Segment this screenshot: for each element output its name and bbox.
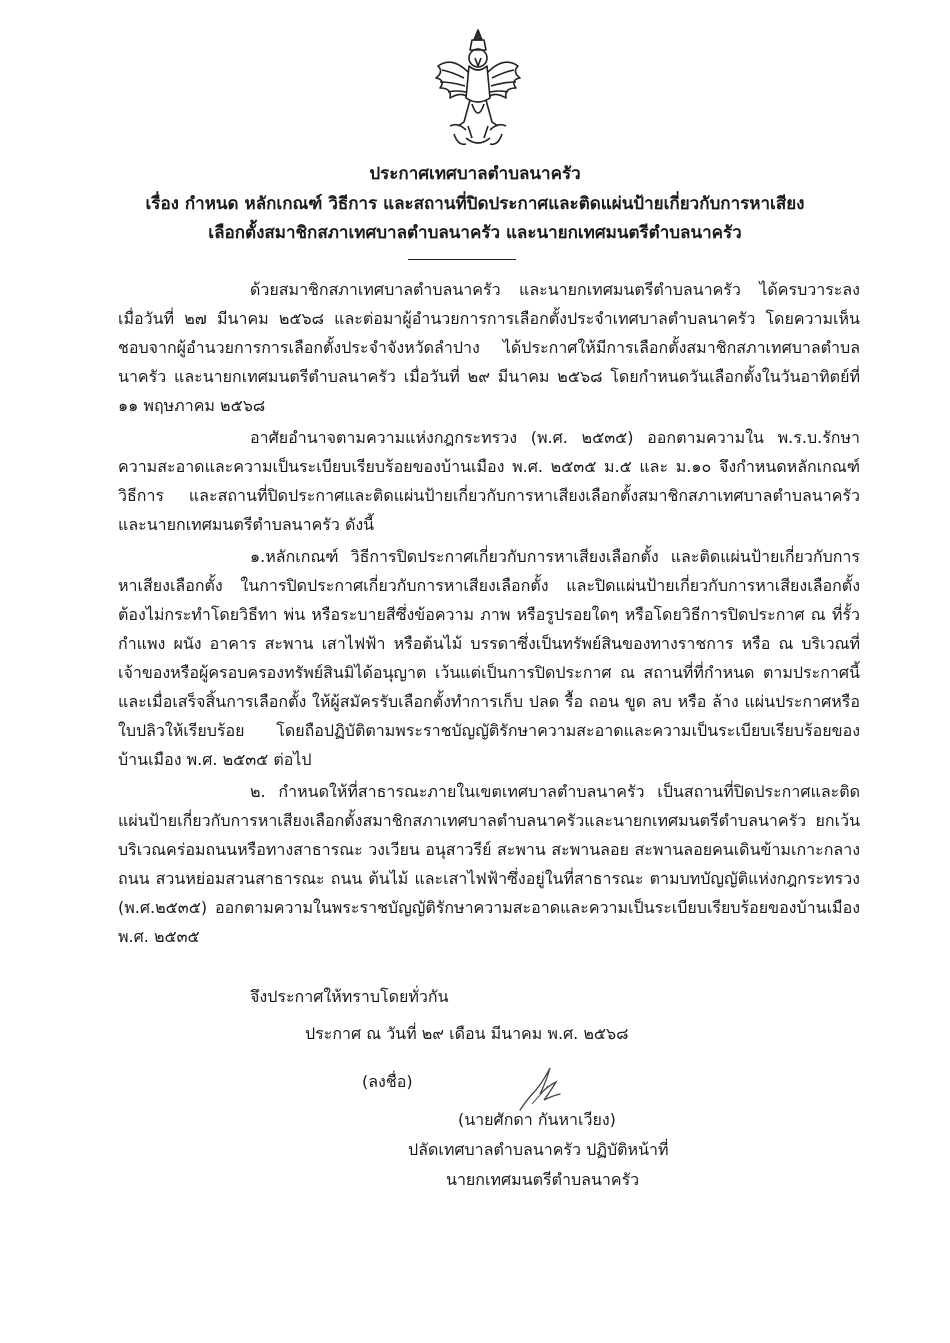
signatory-position: ปลัดเทศบาลตำบลนาครัว ปฏิบัติหน้าที่ <box>408 1140 669 1159</box>
body-paragraph: ๒. กำหนดให้ที่สาธารณะภายในเขตเทศบาลตำบลนาครัว เป็นสถานที่ปิดประกาศและติดแผ่นป้ายเกี่ยวกับการหาเสียงเลือกตั้งสมาชิกสภาเทศบาลตำบลนาครัวและนายกเทศมนตรีตำบลนาครัว ยกเว้นบริเวณคร่อมถนนหรือทางสาธารณะ วงเวียน อนุสาวรีย์ สะพาน สะพานลอย สะพานลอยคนเดินข้ามเกาะกลางถนน สวนหย่อมสวนสาธารณะ ถนน ต้นไม้ และเสาไฟฟ้าซึ่งอยู่ในที่สาธารณะ ตามบทบัญญัติแห่งกฎกระทรวง (พ.ศ.๒๕๓๕) ออกตามความในพระราชบัญญัติรักษาความสะอาดและความเป็นระเบียบเรียบร้อยของบ้านเมือง พ.ศ. ๒๕๓๕ <box>118 782 860 946</box>
body-paragraph: ๑.หลักเกณฑ์ วิธีการปิดประกาศเกี่ยวกับการหาเสียงเลือกตั้ง และติดแผ่นป้ายเกี่ยวกับการหาเสียงเลือกตั้ง ในการปิดประกาศเกี่ยวกับการหาเสียงเลือกตั้ง และปิดแผ่นป้ายเกี่ยวกับการหาเสียงเลือกตั้ง ต้องไม่กระทำโดยวิธีทา พ่น หรือระบายสีซึ่งข้อความ ภาพ หรือรูปรอยใดๆ หรือโดยวิธีการปิดประกาศ ณ ที่รั้ว กำแพง ผนัง อาคาร สะพาน เสาไฟฟ้า หรือต้นไม้ บรรดาซึ่งเป็นทรัพย์สินของทางราชการ หรือ ณ บริเวณที่เจ้าของหรือผู้ครอบครองทรัพย์สินมิได้อนุญาต เว้นแต่เป็นการปิดประกาศ ณ สถานที่ที่กำหนด ตามประกาศนี้ และเมื่อเสร็จสิ้นการเลือกตั้ง ให้ผู้สมัครรับเลือกตั้งทำการเก็บ ปลด รื้อ ถอน ขูด ลบ หรือ ล้าง แผ่นประกาศหรือใบปลิวให้เรียบร้อย โดยถือปฏิบัติตามพระราชบัญญัติรักษาความสะอาดและความเป็นระเบียบเรียบร้อยของบ้านเมือง พ.ศ. ๒๕๓๕ ต่อไป <box>118 547 860 769</box>
signed-label: (ลงชื่อ) <box>362 1072 413 1091</box>
subject-line-2: เลือกตั้งสมาชิกสภาเทศบาลตำบลนาครัว และนายกเทศมนตรีตำบลนาครัว <box>208 223 742 243</box>
signatory-acting-position: นายกเทศมนตรีตำบลนาครัว <box>446 1170 640 1189</box>
body-paragraph: ด้วยสมาชิกสภาเทศบาลตำบลนาครัว และนายกเทศมนตรีตำบลนาครัว ได้ครบวาระลง เมื่อวันที่ ๒๗ มีนาคม ๒๕๖๘ และต่อมาผู้อำนวยการการเลือกตั้งประจำเทศบาลตำบลนาครัว โดยความเห็นชอบจากผู้อำนวยการการเลือกตั้งประจำจังหวัดลำปาง ได้ประกาศให้มีการเลือกตั้งสมาชิกสภาเทศบาลตำบลนาครัว และนายกเทศมนตรีตำบลนาครัว เมื่อวันที่ ๒๙ มีนาคม ๒๕๖๘ โดยกำหนดวันเลือกตั้งในวันอาทิตย์ที่ ๑๑ พฤษภาคม ๒๕๖๘ <box>118 280 860 415</box>
subject-line-1: เรื่อง กำหนด หลักเกณฑ์ วิธีการ และสถานที่ปิดประกาศและติดแผ่นป้ายเกี่ยวกับการหาเสียง <box>145 194 805 214</box>
announcement-title: ประกาศเทศบาลตำบลนาครัว <box>369 164 581 184</box>
title-divider <box>408 259 516 260</box>
signatory-name: (นายศักดา กันหาเวียง) <box>458 1110 616 1129</box>
handwritten-signature-icon <box>510 1060 570 1115</box>
announcement-date: ประกาศ ณ วันที่ ๒๙ เดือน มีนาคม พ.ศ. ๒๕๖๘ <box>305 1024 629 1043</box>
garuda-emblem-icon <box>428 26 528 156</box>
announcement-body <box>118 275 860 954</box>
body-paragraph: อาศัยอำนาจตามความแห่งกฎกระทรวง (พ.ศ. ๒๕๓๕) ออกตามความใน พ.ร.บ.รักษาความสะอาดและความเป็นระเบียบเรียบร้อยของบ้านเมือง พ.ศ. ๒๕๓๕ ม.๕ และ ม.๑๐ จึงกำหนดหลักเกณฑ์ วิธีการ และสถานที่ปิดประกาศและติดแผ่นป้ายเกี่ยวกับการหาเสียงเลือกตั้งสมาชิกสภาเทศบาลตำบลนาครัว และนายกเทศมนตรีตำบลนาครัว ดังนี้ <box>118 428 860 534</box>
closing-statement: จึงประกาศให้ทราบโดยทั่วกัน <box>250 987 449 1006</box>
